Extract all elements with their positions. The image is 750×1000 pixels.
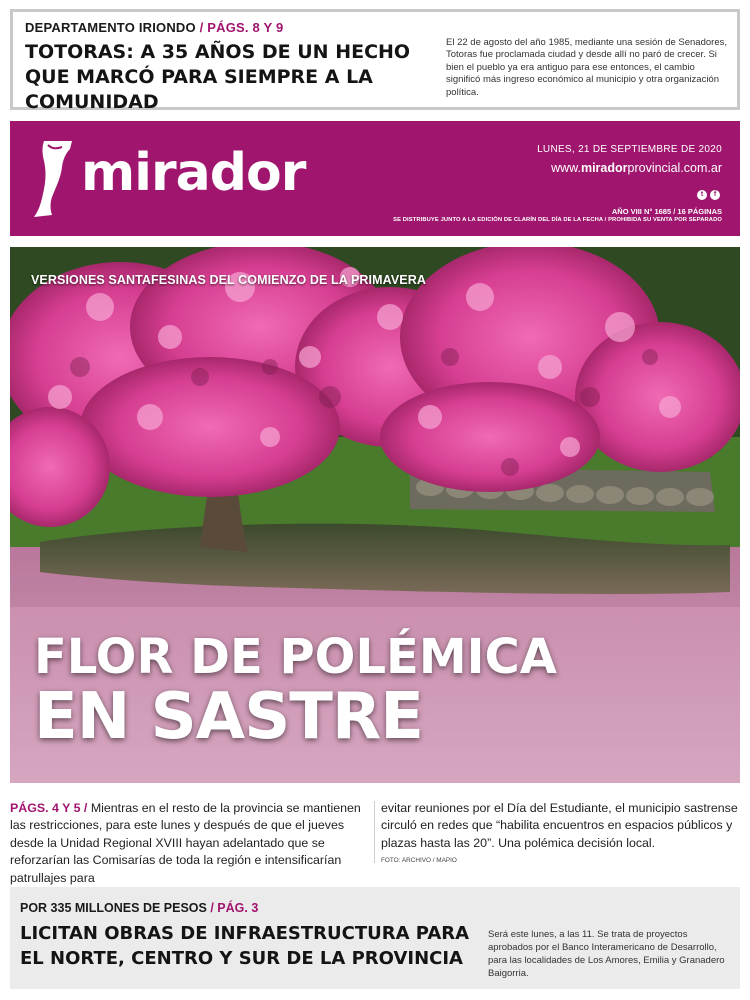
photo-credit: FOTO: ARCHIVO / MAPIO	[381, 857, 457, 864]
lead-text-1: Mientras en el resto de la provincia se mantienen las restricciones, para este lunes y después de que el jueves desde la Unidad Regional XVIII hayan adelantado que se reforzarían las Comisarías de toda la región e intensificarían patrullajes para	[10, 801, 361, 885]
social-links	[697, 190, 720, 200]
bottom-story-box[interactable]	[10, 887, 740, 989]
column-divider	[374, 801, 375, 863]
masthead-logo[interactable]: mirador	[81, 143, 306, 203]
distribution-note: SE DISTRIBUYE JUNTO A LA EDICIÓN DE CLARÍN DEL DÍA DE LA FECHA / PROHIBIDA SU VENTA POR SEPARADO	[393, 217, 722, 223]
main-photo[interactable]	[10, 247, 740, 783]
url-brand: mirador	[580, 161, 628, 175]
lead-column-1	[10, 800, 368, 887]
twitter-icon[interactable]: t	[697, 190, 707, 200]
masthead-url[interactable]	[551, 161, 722, 175]
bottom-story-section: POR 335 MILLONES DE PESOS	[20, 901, 207, 915]
top-story-headline[interactable]: TOTORAS: A 35 AÑOS DE UN HECHO QUE MARCÓ PARA SIEMPRE A LA COMUNIDAD	[25, 41, 411, 113]
lead-column-2: evitar reuniones por el Día del Estudiante, el municipio sastrense circuló en redes que “habilita encuentros en espacios públicos y plazas hasta las 20”. Una polémica decisión local.	[381, 801, 738, 850]
url-prefix: www.	[551, 161, 581, 175]
photo-kicker: VERSIONES SANTAFESINAS DEL COMIENZO DE LA PRIMAVERA	[31, 273, 426, 287]
masthead-date: LUNES, 21 DE SEPTIEMBRE DE 2020	[537, 144, 722, 155]
issue-info: AÑO VIII N° 1685 / 16 PÁGINAS	[611, 207, 722, 216]
bottom-story-pages: / PÁG. 3	[210, 901, 259, 915]
main-headline-line2[interactable]: EN SASTRE	[34, 680, 423, 754]
url-suffix: provincial.com.ar	[627, 161, 722, 175]
bottom-story-headline[interactable]: LICITAN OBRAS DE INFRAESTRUCTURA PARA EL NORTE, CENTRO Y SUR DE LA PROVINCIA	[20, 923, 470, 969]
logo-figure-icon	[30, 139, 76, 219]
top-story-box[interactable]	[10, 9, 740, 113]
bottom-story-kicker	[20, 901, 258, 915]
top-story-blurb: El 22 de agosto del año 1985, mediante una sesión de Senadores, Totoras fue proclamada ciudad y desde allí no paró de crecer. Si bien el pueblo ya era antiguo para ese entonces, el cambio significó más ingreso económico al municipio y otra organización política.	[446, 37, 727, 98]
main-headline-line1[interactable]: FLOR DE POLÉMICA	[34, 629, 557, 685]
bottom-story-blurb: Será este lunes, a las 11. Se trata de proyectos aprobados por el Banco Interamericano de Desarrollo, para las localidades de Los Amores, Emilia y Granadero Baigorria.	[488, 929, 725, 979]
top-story-kicker	[25, 20, 283, 35]
masthead	[10, 121, 740, 236]
facebook-icon[interactable]: f	[710, 190, 720, 200]
top-story-section: DEPARTAMENTO IRIONDO	[25, 20, 196, 35]
lead-pages[interactable]: PÁGS. 4 Y 5 /	[10, 801, 88, 815]
top-story-pages: / PÁGS. 8 Y 9	[199, 20, 284, 35]
